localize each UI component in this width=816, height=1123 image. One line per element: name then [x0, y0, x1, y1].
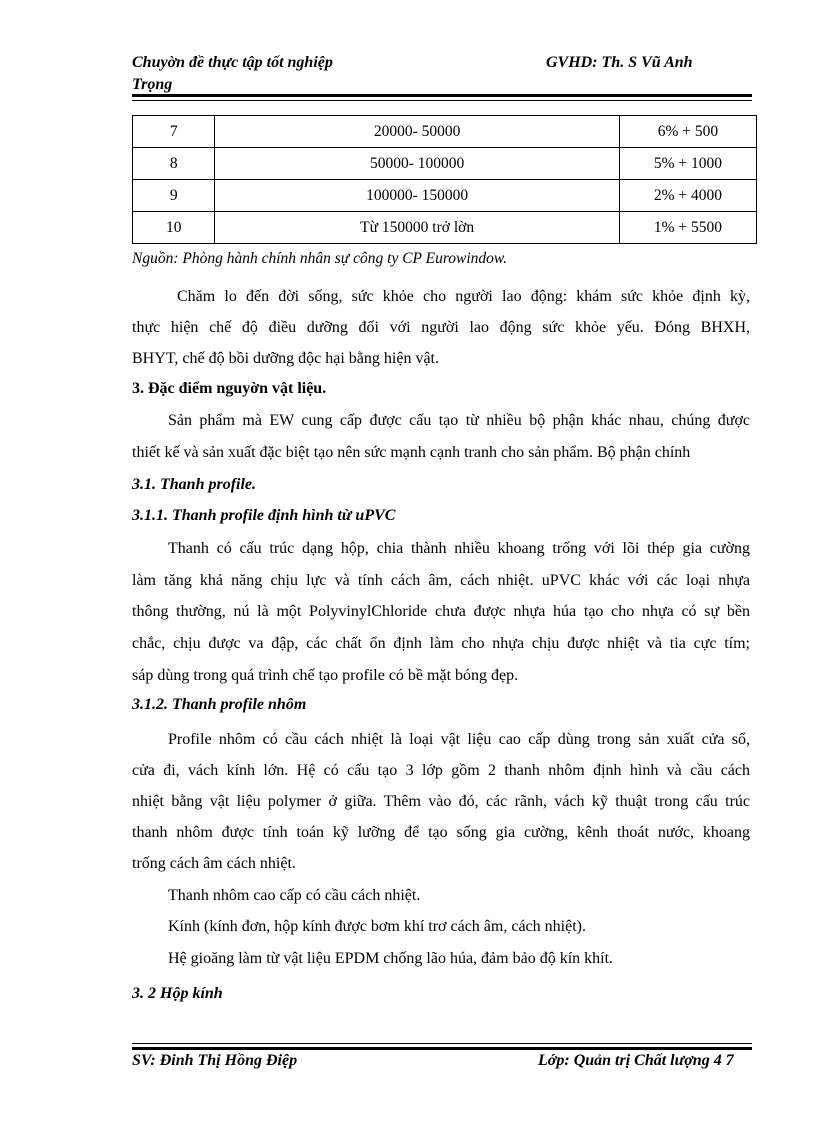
paragraph-line: thiết kế và sản xuất đặc biệt tạo nên sức mạnh cạnh tranh cho sản phẩm. Bộ phận chính: [132, 444, 691, 461]
row-rate: 1% + 5500: [619, 212, 756, 244]
paragraph-line: Sản phẩm mà EW cung cấp được cấu tạo từ nhiều bộ phận khác nhau, chúng được: [168, 412, 750, 429]
header-rule-thin: [132, 100, 752, 101]
paragraph-line: thực hiện chế độ điều dưỡng đối với người lao động sức khỏe yếu. Đóng BHXH,: [132, 319, 750, 336]
header-title: [132, 52, 333, 96]
footer-rule-thin: [132, 1043, 752, 1044]
paragraph-line: Thanh có cấu trúc dạng hộp, chia thành nhiều khoang trống với lõi thép gia cường: [168, 540, 750, 557]
row-range: Từ 150000 trở lờn: [215, 212, 619, 244]
paragraph-line: thông thường, nú là một PolyvinylChloride chưa được nhựa húa tạo cho nhựa có sự bền: [132, 603, 750, 620]
list-item: Kính (kính đơn, hộp kính được bơm khí trơ cách âm, cách nhiệt).: [168, 918, 586, 935]
header-title-line1: Chuyờn đề thực tập tốt nghiệp: [132, 54, 333, 71]
section-heading-3-1: 3.1. Thanh profile.: [132, 476, 257, 493]
fee-table: [132, 115, 757, 244]
header-title-line2: Trọng: [132, 76, 173, 93]
paragraph-line: sáp dùng trong quá trình chế tạo profile có bề mặt bóng đẹp.: [132, 667, 519, 684]
row-number: 10: [133, 212, 215, 244]
section-heading-3-2: 3. 2 Hộp kính: [132, 985, 223, 1002]
list-item: Thanh nhôm cao cấp có cầu cách nhiệt.: [168, 887, 421, 904]
row-range: 100000- 150000: [215, 180, 619, 212]
row-rate: 6% + 500: [619, 116, 756, 148]
paragraph-line: Profile nhôm có cầu cách nhiệt là loại vật liệu cao cấp dùng trong sản xuất cửa sổ,: [168, 731, 750, 748]
table-row: [133, 116, 757, 148]
section-heading-3: 3. Đặc điểm nguyờn vật liệu.: [132, 380, 327, 397]
paragraph-line: Chăm lo đến đời sống, sức khỏe cho người lao động: khám sức khỏe định kỳ,: [177, 288, 750, 305]
row-number: 8: [133, 148, 215, 180]
paragraph-line: cửa đi, vách kính lớn. Hệ có cấu tạo 3 lớp gồm 2 thanh nhôm định hình và cầu cách: [132, 762, 750, 779]
paragraph-line: chắc, chịu được va đập, các chất ổn định làm cho nhựa chịu được nhiệt và tia cực tím;: [132, 635, 750, 652]
header-rule-thick: [132, 94, 752, 97]
table-row: [133, 180, 757, 212]
paragraph-line: BHYT, chế độ bồi dưỡng độc hại bằng hiện vật.: [132, 350, 439, 367]
paragraph-line: nhiệt bằng vật liệu polymer ở giữa. Thêm vào đó, các rãnh, vách kỹ thuật trong cấu trúc: [132, 793, 750, 810]
row-range: 50000- 100000: [215, 148, 619, 180]
row-range: 20000- 50000: [215, 116, 619, 148]
list-item: Hệ gioăng làm từ vật liệu EPDM chống lão húa, đảm bảo độ kín khít.: [168, 950, 614, 967]
row-rate: 5% + 1000: [619, 148, 756, 180]
footer-student: SV: Đinh Thị Hồng Điệp: [132, 1052, 298, 1069]
section-heading-3-1-1: 3.1.1. Thanh profile định hình từ uPVC: [132, 507, 396, 524]
row-number: 7: [133, 116, 215, 148]
table-row: [133, 148, 757, 180]
footer-class: Lớp: Quản trị Chất lượng 4 7: [538, 1052, 734, 1069]
footer-rule-thick: [132, 1047, 752, 1050]
row-number: 9: [133, 180, 215, 212]
paragraph-line: làm tăng khả năng chịu lực và tính cách âm, cách nhiệt. uPVC khác với các loại nhựa: [132, 572, 750, 589]
paragraph-line: thanh nhôm được tính toán kỹ lưỡng để tạo sống gia cường, kênh thoát nước, khoang: [132, 824, 750, 841]
table-source-note: Nguồn: Phòng hành chính nhân sự công ty CP Eurowindow.: [132, 250, 507, 267]
header-supervisor: GVHD: Th. S Vũ Anh: [546, 54, 693, 71]
paragraph-line: trống cách âm cách nhiệt.: [132, 855, 296, 872]
table-row: [133, 212, 757, 244]
section-heading-3-1-2: 3.1.2. Thanh profile nhôm: [132, 696, 307, 713]
row-rate: 2% + 4000: [619, 180, 756, 212]
